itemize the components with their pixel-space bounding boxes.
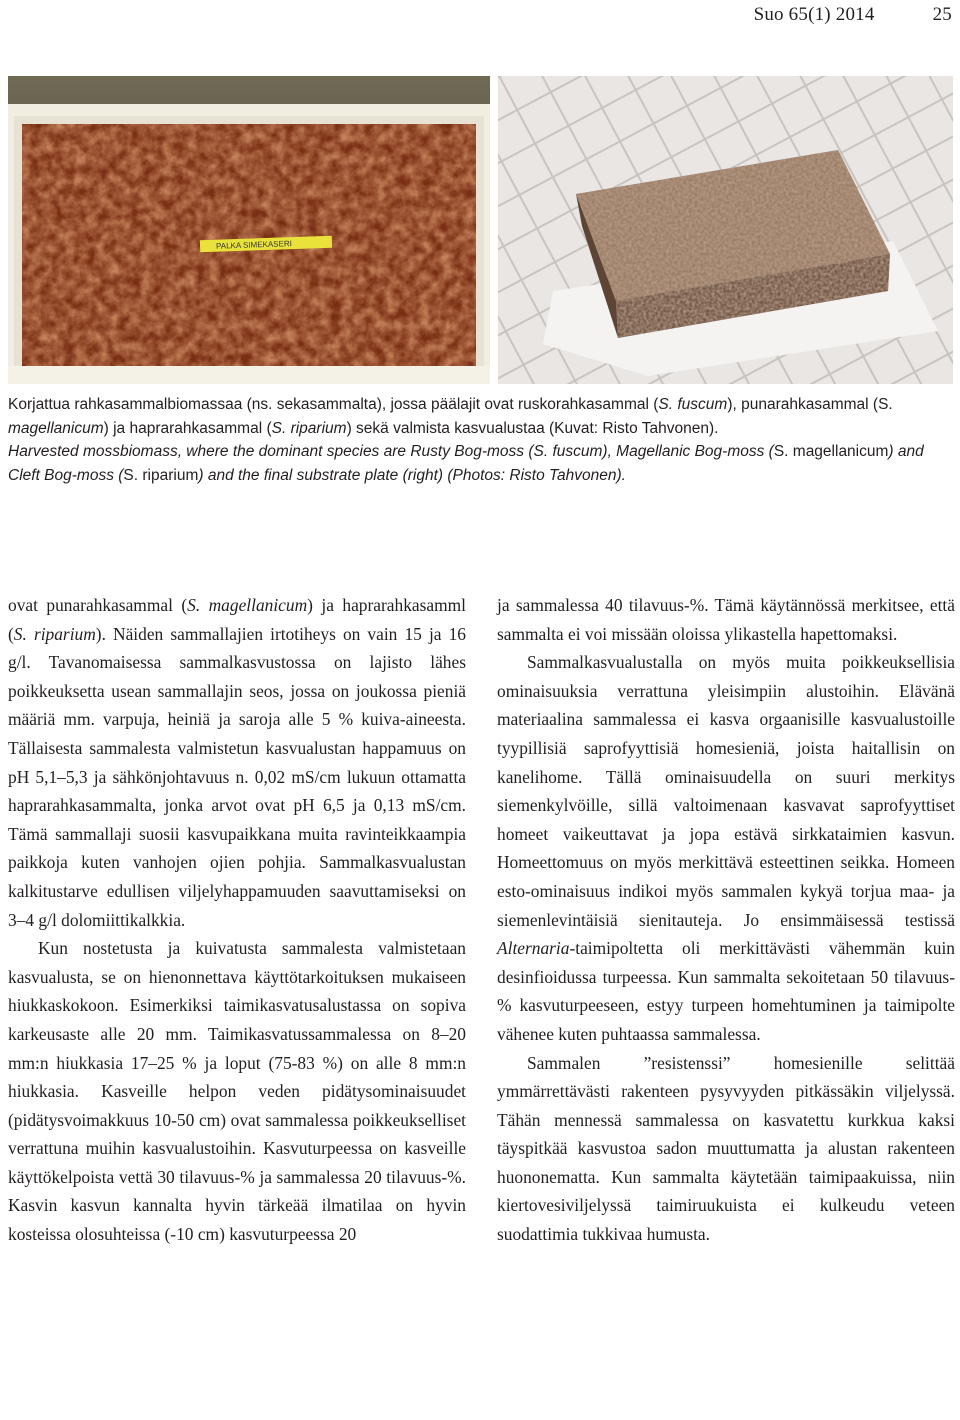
figure-caption (8, 393, 953, 487)
body-column-left (8, 591, 466, 1249)
ruler-label: PALKA SIMEKASERI (215, 239, 293, 251)
caption-english: Harvested mossbiomass, where the dominant species are Rusty Bog-moss (S. fuscum), Magellanic Bog-moss (S. magellanicum) and Cleft Bog-moss (S. riparium) and the final substrate plate (right) (Photos: Risto Tahvonen). (8, 443, 924, 484)
page-number: 25 (932, 4, 952, 25)
journal-citation: Suo 65(1) 2014 (753, 4, 875, 25)
paragraph: Sammalen ”resistenssi” homesienille selittää ymmärrettävästi rakenteen pysyvyyden pitkässäkin viljelyssä. Tähän mennessä sammalessa on kasvatettu kurkkua kaksi täyspitkää kasvustoa sadon muuttumatta ja alustan rakenteen huononematta. Kun sammalta käytetään taimipaakuissa, niin kiertovesiviljelyssä taimiruukuista ei kulkeudu veteen suodattimia tukkivaa humusta. (497, 1052, 955, 1245)
running-header (754, 4, 952, 26)
paragraph: ovat punarahkasammal (S. magellanicum) ja haprarahkasamml (S. riparium). Näiden sammallajien irtotiheys on vain 15 ja 16 g/l. Tavanomaisessa sammalkasvustossa on lajisto lähes poikkeuksetta usean sammallajin seos, jossa on joukossa pieniä määriä mm. varpuja, heiniä ja saroja alle 5 % kuiva-aineesta. Tällaisesta sammalesta valmistetun kasvualustan happamuus on pH 5,1–5,3 ja sähkönjohtavuus n. 0,02 mS/cm lukuun ottamatta haprarahkasammalta, jonka arvot ovat pH 6,5 ja 0,13 mS/cm. Tämä sammallaji suosii kasvupaikkana muita ravinteikkaampia paikkoja kuten vanhojen ojien pohjia. Sammalkasvualustan kalkitustarve edullisen viljelyhappamuuden saavuttamiseksi on 3–4 g/l dolomiittikalkkia. (8, 595, 466, 930)
photo-substrate-plate (498, 76, 953, 384)
paragraph: Sammalkasvualustalla on myös muita poikkeuksellisia ominaisuuksia verrattuna yleisimpiin alustoihin. Elävänä materiaalina sammalessa ei kasva orgaanisille kasvualustoille tyypillisiä saprofyyttisiä homesieniä, joista haitallisin on kanelihome. Tällä ominaisuudella on suuri merkitys siemenkylvöille, sillä valtoimenaan kasvavat saprofyyttiset homeet vaikeuttavat ja jopa estävä sirkkataimien kasvun. Homeettomuus on myös merkittävä esteettinen seikka. Homeen esto-ominaisuus indikoi myös sammalen kykyä torjua maa- ja siemenlevintäisiä sienitauteja. Jo ensimmäisessä testissä Alternaria-taimipoltetta oli merkittävästi vähemmän kuin desinfioidussa turpeessa. Kun sammalta sekoitetaan 50 tilavuus-% kasvuturpeeseen, estyy turpeen homehtuminen ja taimipolte vähenee kuten puhtaassa sammalessa. (497, 652, 955, 1044)
paragraph: ja sammalessa 40 tilavuus-%. Tämä käytännössä merkitsee, että sammalta ei voi missään oloissa ylikastella hapettomaksi. (497, 595, 955, 644)
caption-finnish: Korjattua rahkasammalbiomassaa (ns. sekasammalta), jossa päälajit ovat ruskorahkasammal (S. fuscum), punarahkasammal (S. magellanicum) ja haprarahkasammal (S. riparium) sekä valmista kasvualustaa (Kuvat: Risto Tahvonen). (8, 396, 893, 437)
photo-moss-biomass (8, 76, 490, 384)
body-column-right (497, 591, 955, 1249)
paragraph: Kun nostetusta ja kuivatusta sammalesta valmistetaan kasvualusta, se on hienonnettava käyttötarkoituksen mukaiseen hiukkaskokoon. Esimerkiksi taimikasvatusalustassa on sopiva karkeusaste alle 20 mm. Taimikasvatussammalessa on 8–20 mm:n hiukkasia 17–25 % ja loput (75-83 %) on alle 8 mm:n hiukkasia. Kasveille helpon veden pidätysominaisuudet (pidätysvoimakkuus 10-50 cm) ovat sammalessa poikkeukselliset verrattuna muihin kasvualustoihin. Kasvuturpeessa on kasveille käyttökelpoista vettä 30 tilavuus-% ja sammalessa 20 tilavuus-%. Kasvin kasvun kannalta hyvin tärkeää ilmatilaa on hyvin kosteissa olosuhteissa (-10 cm) kasvuturpeessa 20 (8, 938, 466, 1245)
